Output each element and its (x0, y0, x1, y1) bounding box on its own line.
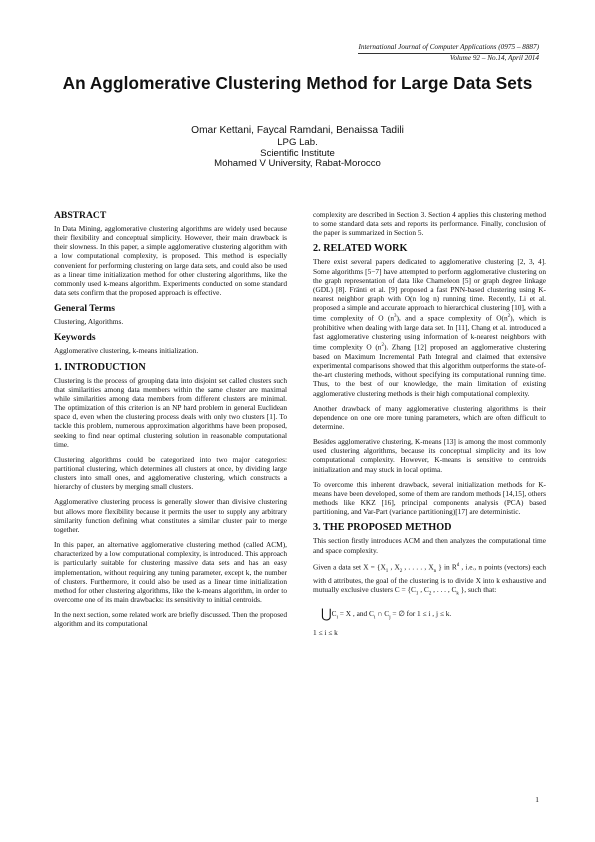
general-terms-text: Clustering, Algorithms. (54, 317, 124, 327)
partition-formula: $⋃C_i = X$ , and $C_i$ ∩ $C_j$ = ∅ for 1 ≤ i , j ≤ k. (321, 605, 452, 621)
intro-paragraph: In this paper, an alternative agglomerative clustering method (called ACM), characterized by a low computational complexity, is introduced. This approach is particularly suitable for clustering massive data sets and has an easy implementation, without requiring any tuning parameter, except k, the number of clusters. Furthermore, it could also be used as a linear time initialization method for other clustering algorithms, like the k-means algorithm, in order to overcome one of its main drawbacks: its sensitivity to initial centroids. (54, 540, 287, 604)
intro-paragraph: Agglomerative clustering process is generally slower than divisive clustering but allows more flexibility because it permits the user to supply any arbitrary similarity function defining what constitutes a similar cluster pair to merge together. (54, 497, 287, 534)
general-terms-heading: General Terms (54, 303, 116, 315)
author-block (0, 126, 595, 170)
introduction-heading: 1. INTRODUCTION (54, 361, 146, 373)
left-column (54, 210, 287, 634)
abstract-text: In Data Mining, agglomerative clustering algorithms are widely used because their flexibility and conceptual simplicity. However, their main drawback is their slowness. In this paper, a simple agglomerative clustering algorithm with a low computational complexity, is proposed. This method is especially convenient for performing clustering on large data sets, and could also be used as a linear time initialization method for other clustering algorithms, like the commonly used k-means algorithm. Experiments conducted on some standard data sets confirm that the proposed approach is effective. (54, 224, 287, 298)
related-work-heading: 2. RELATED WORK (313, 243, 408, 255)
continued-paragraph: complexity are described in Section 3. Section 4 applies this clustering method to some standard data sets and reports its performance. Finally, conclusion of the paper is summarized in Section 5. (313, 210, 546, 238)
union-symbol: ⋃ (321, 605, 332, 621)
page-number: 1 (535, 795, 539, 804)
right-column (313, 210, 546, 637)
proposed-method-heading: 3. THE PROPOSED METHOD (313, 522, 452, 534)
related-paragraph: There exist several papers dedicated to agglomerative clustering [2, 3, 4]. Some algorithms [5−7] have attempted to perform agglomerative clustering on the graph representation of data like Chameleon [5] or graph degree linkage (GDL) [8]. Fränti et al. [9] proposed a fast PNN-based clustering using K-nearest neighbor graph with O(n log n) running time. Recently, Li et al. proposed a simple and accurate approach to hierarchical clustering [10], with a time complexity of O $(n^3)$, and a space complexity of $O(n^2)$, which is prohibitive when dealing with large data set. In [11], Chang et al. introduced a fast agglomerative clustering using information of k-nearest neighbors with time complexity O $(n^2)$. Zhang [12] proposed an agglomerative clustering based on Maximum Incremental Path Integral and claimed that extensive experimental comparisons showed that this algorithm outperforms the state-of-the-art clustering methods, without specifying its computational running time. Thus, to the best of our knowledge, the main limitation of existing agglomerative clustering methods is their high computational complexity. (313, 257, 546, 398)
abstract-heading: ABSTRACT (54, 210, 107, 221)
journal-volume: Volume 92 – No.14, April 2014 (449, 54, 539, 62)
author-names: Omar Kettani, Faycal Ramdani, Benaissa Tadili (191, 125, 404, 136)
related-paragraph: Besides agglomerative clustering, K-means [13] is among the most commonly used clustering algorithms, because its conceptual simplicity and its low computational complexity. However, K-means is sensitive to centroids initialization and may stuck in local optima. (313, 437, 546, 474)
intro-paragraph: Clustering algorithms could be categorized into two major categories: partitional clustering, which determines all clusters at once, by dividing large clusters into small ones, and agglomerative clustering, which constructs a hierarchy of clusters by merging small clusters. (54, 454, 287, 492)
affiliation-university: Mohamed V University, Rabat-Morocco (214, 158, 381, 170)
related-paragraph: To overcome this inherent drawback, several initialization methods for K-means have been developed, some of them are random methods [14,15], others methods like KKZ [16], principal components analysis (PCA) based partitioning, and Var-Part (variance partitioning)[17] are deterministic. (313, 479, 546, 517)
paper-title: An Agglomerative Clustering Method for Large Data Sets (62, 73, 533, 93)
method-paragraph: Given a data set $X = \{X_1$ , $X_2$ , . . . . , $X_n$ } in $R^d$ , i.e., n points (vectors) each with d attributes, the goal of the clustering is to divide X into k exhaustive and mutually exclusive clusters $C = \{C_1$ , $C_2$ , . . . , $C_k$ }, such that: (313, 562, 547, 597)
keywords-heading: Keywords (54, 332, 96, 344)
journal-header (358, 43, 539, 63)
affiliation-lab: LPG Lab. (277, 136, 318, 148)
union-index-range: 1 ≤ i ≤ k (313, 628, 338, 638)
journal-name: International Journal of Computer Applications (0975 – 8887) (358, 43, 539, 54)
intro-paragraph: In the next section, some related work are briefly discussed. Then the proposed algorithm and its computational (54, 610, 287, 629)
intro-paragraph: Clustering is the process of grouping data into disjoint set called clusters such that similarities among data members within the same cluster are maximal while similarities among data members from different clusters are minimal. The optimization of this criterion is an NP hard problem in general Euclidean space d, even when the clustering process deals with only two clusters [1]. To tackle this problem, numerous approximation algorithms have been proposed, seeking to find near optimal clustering solution in reasonable computational time. (54, 375, 287, 449)
keywords-text: Agglomerative clustering, k-means initialization. (54, 346, 199, 356)
affiliation-institute: Scientific Institute (260, 147, 335, 159)
related-paragraph: Another drawback of many agglomerative clustering algorithms is their dependence on one ore more tuning parameters, which are often difficult to determine. (313, 403, 546, 431)
method-paragraph: This section firstly introduces ACM and then analyzes the computational time and space complexity. (313, 536, 546, 555)
